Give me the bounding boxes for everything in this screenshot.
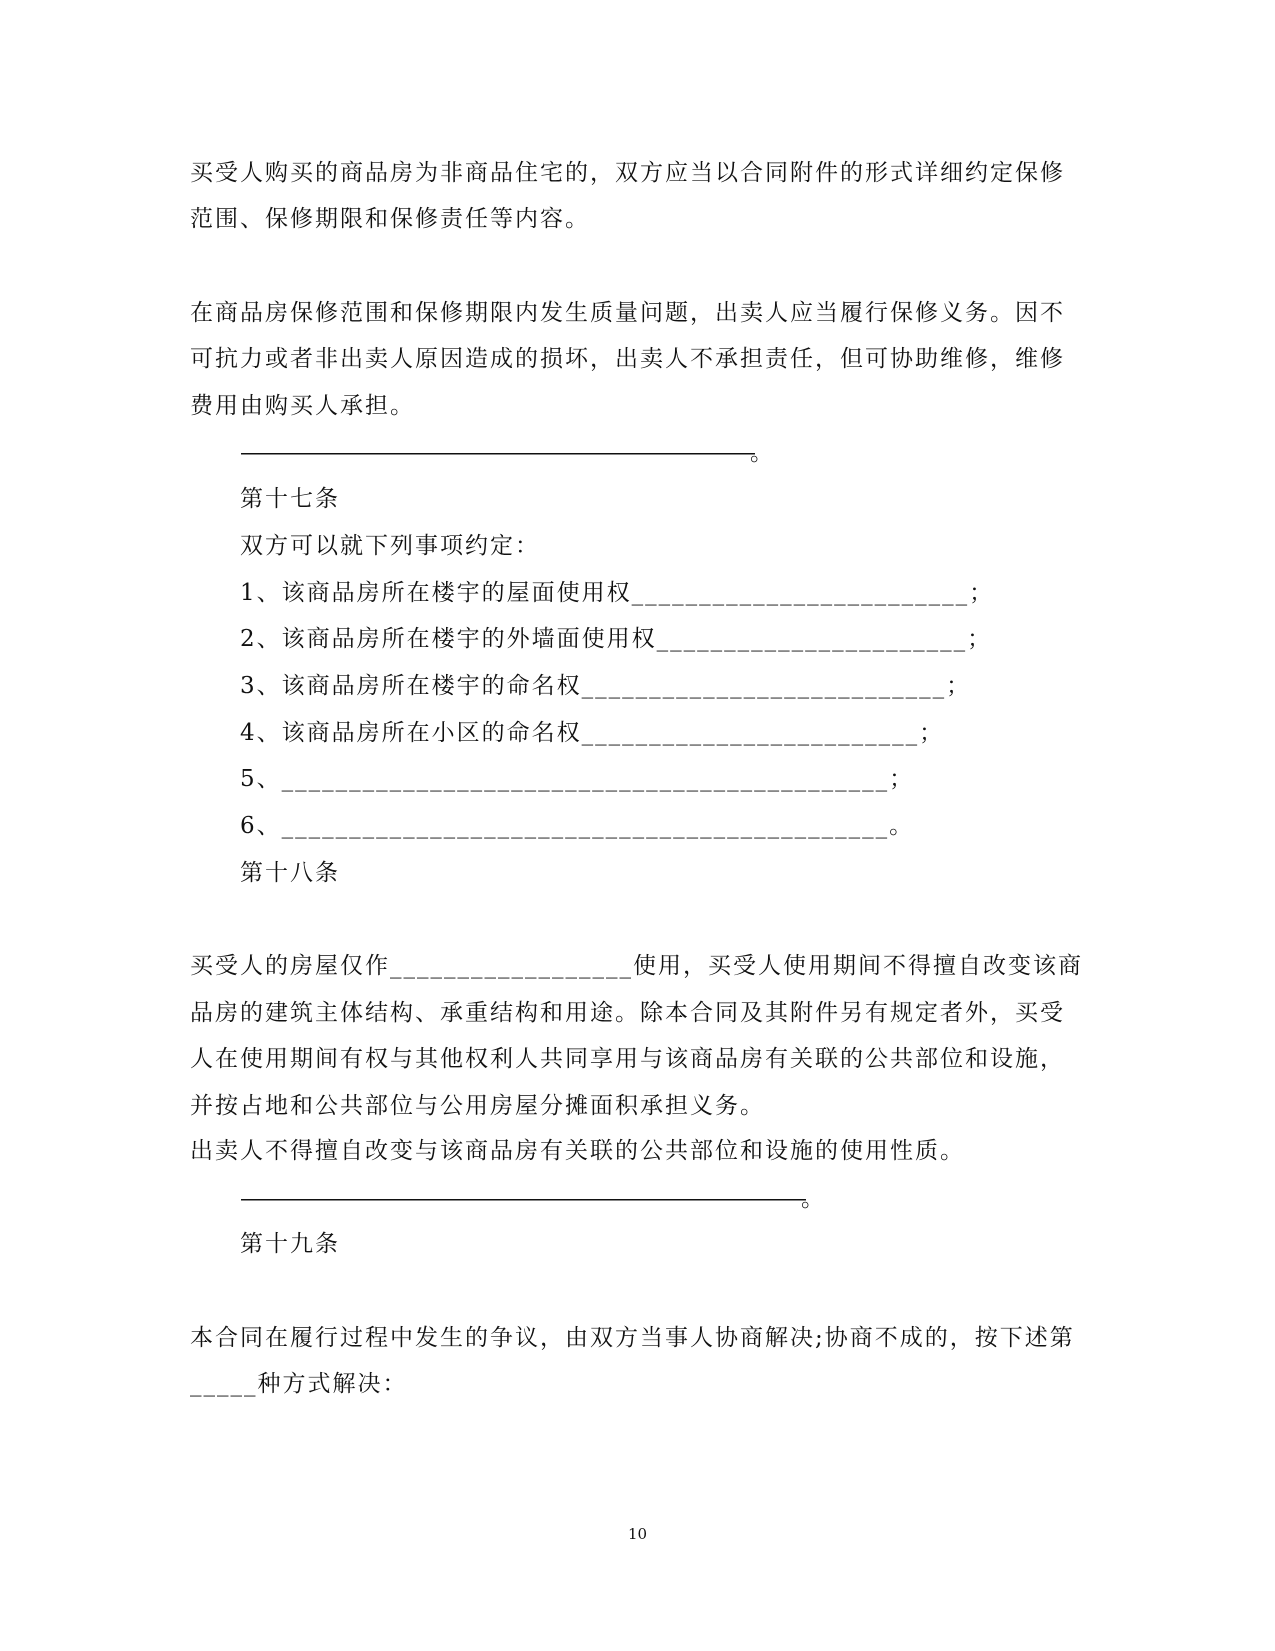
list-item: 3、该商品房所在楼宇的命名权___________________________； [240,673,972,699]
list-item: 1、该商品房所在楼宇的屋面使用权_________________________； [240,580,995,606]
article-title: 第十八条 [240,860,340,886]
paragraph-line: 买受人购买的商品房为非商品住宅的，双方应当以合同附件的形式详细约定保修 [190,160,1065,186]
paragraph-line: 并按占地和公共部位与公用房屋分摊面积承担义务。 [190,1093,765,1119]
list-item: 5、_____________________________________________； [240,766,915,792]
article-title: 第十九条 [240,1231,340,1257]
paragraph-line: 费用由购买人承担。 [190,393,415,419]
blank-line: ——————————————————————————————。 [240,440,767,466]
list-item: 6、_____________________________________________。 [240,813,915,839]
paragraph-line: 双方可以就下列事项约定： [240,533,540,559]
list-item: 2、该商品房所在楼宇的外墙面使用权_______________________； [240,626,993,652]
list-item: 4、该商品房所在小区的命名权_________________________； [240,720,945,746]
paragraph-line: 本合同在履行过程中发生的争议，由双方当事人协商解决;协商不成的，按下述第 [190,1325,1075,1351]
paragraph-line: 人在使用期间有权与其他权利人共同享用与该商品房有关联的公共部位和设施， [190,1046,1065,1072]
paragraph-line: 出卖人不得擅自改变与该商品房有关联的公共部位和设施的使用性质。 [190,1138,965,1164]
paragraph-line: _____种方式解决： [190,1371,408,1397]
paragraph-line: 在商品房保修范围和保修期限内发生质量问题，出卖人应当履行保修义务。因不 [190,300,1065,326]
blank-line: —————————————————————————————————。 [240,1186,818,1212]
paragraph-line: 可抗力或者非出卖人原因造成的损坏，出卖人不承担责任，但可协助维修，维修 [190,346,1065,372]
paragraph-line: 买受人的房屋仅作__________________使用，买受人使用期间不得擅自改变该商 [190,953,1083,979]
page-number: 10 [627,1525,648,1543]
article-title: 第十七条 [240,486,340,512]
paragraph-line: 品房的建筑主体结构、承重结构和用途。除本合同及其附件另有规定者外，买受 [190,1000,1065,1026]
paragraph-line: 范围、保修期限和保修责任等内容。 [190,206,590,232]
